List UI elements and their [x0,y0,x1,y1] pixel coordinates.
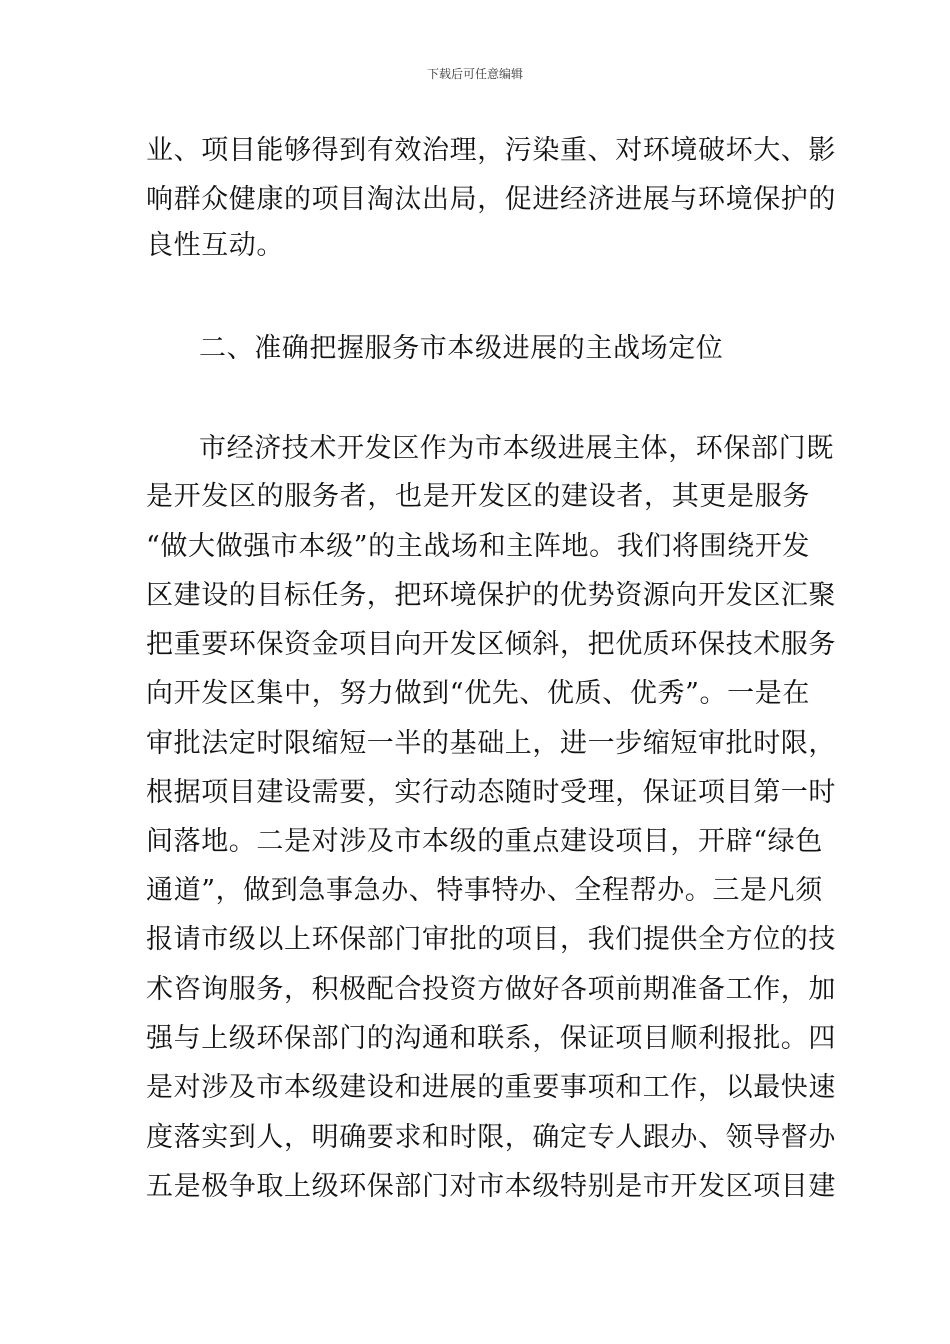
paragraph-line: 审批法定时限缩短一半的基础上，进一步缩短审批时限， [146,728,836,759]
header-note: 下载后可任意编辑 [426,67,523,81]
paragraph-line: 向开发区集中，努力做到“优先、优质、优秀”。一是在 [146,678,810,709]
paragraph-line: 报请市级以上环保部门审批的项目，我们提供全方位的技 [146,924,836,955]
paragraph-line: 是开发区的服务者，也是开发区的建设者，其更是服务 [146,481,810,512]
paragraph-line: 度落实到人，明确要求和时限，确定专人跟办、领导督办 [146,1122,836,1153]
paragraph-line: 是对涉及市本级建设和进展的重要事项和工作，以最快速 [146,1072,836,1103]
paragraph-line: “做大做强市本级”的主战场和主阵地。我们将围绕开发 [146,531,810,562]
paragraph-line: 间落地。二是对涉及市本级的重点建设项目，开辟“绿色 [146,826,823,857]
paragraph-line: 区建设的目标任务，把环境保护的优势资源向开发区汇聚 [146,580,836,611]
paragraph-line: 根据项目建设需要，实行动态随时受理，保证项目第一时 [146,777,836,808]
paragraph-line: 业、项目能够得到有效治理，污染重、对环境破坏大、影 [146,135,836,166]
paragraph-line: 通道”，做到急事急办、特事特办、全程帮办。三是凡须 [146,875,823,906]
paragraph-line: 把重要环保资金项目向开发区倾斜，把优质环保技术服务 [146,629,836,660]
paragraph-line: 响群众健康的项目淘汰出局，促进经济进展与环境保护的 [146,184,836,215]
paragraph-line: 强与上级环保部门的沟通和联系，保证项目顺利报批。四 [146,1023,836,1054]
paragraph-line: 术咨询服务，积极配合投资方做好各项前期准备工作，加 [146,974,836,1005]
section-heading: 二、准确把握服务市本级进展的主战场定位 [199,333,724,364]
paragraph-line: 五是极争取上级环保部门对市本级特别是市开发区项目建 [146,1171,836,1202]
paragraph-line: 市经济技术开发区作为市本级进展主体，环保部门既 [199,433,834,464]
paragraph-line: 良性互动。 [146,230,284,261]
